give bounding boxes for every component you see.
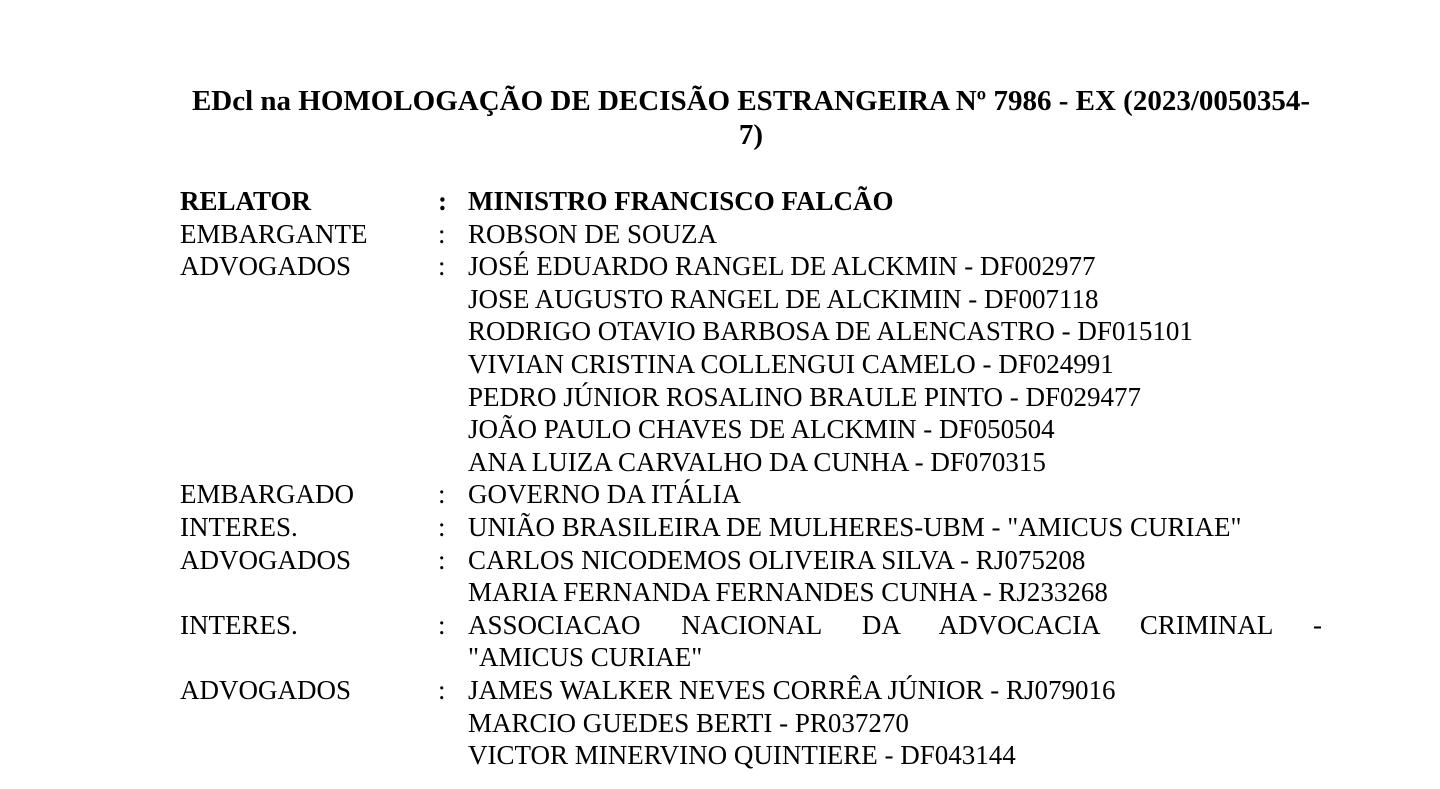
party-role: EMBARGADO <box>180 479 355 510</box>
party-name: ASSOCIACAO NACIONAL DA ADVOCACIA CRIMINAL - <box>468 609 1322 640</box>
parties-table <box>180 185 1322 772</box>
party-row <box>180 544 1322 609</box>
party-row <box>180 609 1322 674</box>
party-names <box>468 218 1322 251</box>
party-name: UNIÃO BRASILEIRA DE MULHERES-UBM - "AMICUS CURIAE" <box>468 511 1242 542</box>
party-role: RELATOR <box>180 186 312 216</box>
party-name: MARCIO GUEDES BERTI - PR037270 <box>468 707 909 738</box>
party-names <box>468 511 1322 544</box>
party-separator: : <box>438 251 446 282</box>
party-separator: : <box>438 544 446 575</box>
party-name: VIVIAN CRISTINA COLLENGUI CAMELO - DF024991 <box>468 348 1114 379</box>
party-names <box>468 544 1322 609</box>
title-line-2: 7) <box>738 119 764 151</box>
party-names <box>468 674 1322 772</box>
party-name: ROBSON DE SOUZA <box>468 218 718 249</box>
party-separator: : <box>438 479 446 510</box>
party-separator: : <box>438 186 447 216</box>
party-name: PEDRO JÚNIOR ROSALINO BRAULE PINTO - DF029477 <box>468 381 1142 412</box>
party-names <box>468 185 1322 218</box>
party-separator: : <box>438 218 446 249</box>
party-names <box>468 478 1322 511</box>
party-name: CARLOS NICODEMOS OLIVEIRA SILVA - RJ075208 <box>468 544 1086 575</box>
party-separator: : <box>438 609 446 640</box>
party-name: JOSE AUGUSTO RANGEL DE ALCKIMIN - DF007118 <box>468 283 1099 314</box>
party-name: "AMICUS CURIAE" <box>468 642 703 673</box>
party-row <box>180 218 1322 251</box>
party-row <box>180 511 1322 544</box>
party-separator: : <box>438 511 446 542</box>
party-name: VICTOR MINERVINO QUINTIERE - DF043144 <box>468 740 1016 771</box>
party-role: ADVOGADOS <box>180 544 352 575</box>
party-name: MINISTRO FRANCISCO FALCÃO <box>468 186 894 216</box>
party-role: EMBARGANTE <box>180 218 368 249</box>
party-names <box>468 250 1322 478</box>
party-name: GOVERNO DA ITÁLIA <box>468 479 741 510</box>
party-names <box>468 609 1322 674</box>
party-row <box>180 674 1322 772</box>
party-role: ADVOGADOS <box>180 251 352 282</box>
title-line-1: EDcl na HOMOLOGAÇÃO DE DECISÃO ESTRANGEIRA Nº 7986 - EX (2023/0050354- <box>191 85 1311 117</box>
party-row <box>180 250 1322 478</box>
party-name: JAMES WALKER NEVES CORRÊA JÚNIOR - RJ079016 <box>468 674 1116 705</box>
document-title <box>180 84 1322 152</box>
party-name: RODRIGO OTAVIO BARBOSA DE ALENCASTRO - DF015101 <box>468 316 1193 347</box>
party-row <box>180 478 1322 511</box>
party-name: JOSÉ EDUARDO RANGEL DE ALCKMIN - DF002977 <box>468 251 1096 282</box>
party-role: INTERES. <box>180 511 298 542</box>
party-role: ADVOGADOS <box>180 674 352 705</box>
party-name: MARIA FERNANDA FERNANDES CUNHA - RJ233268 <box>468 577 1108 608</box>
party-role: INTERES. <box>180 609 298 640</box>
party-name: JOÃO PAULO CHAVES DE ALCKMIN - DF050504 <box>468 414 1055 445</box>
party-separator: : <box>438 674 446 705</box>
party-row <box>180 185 1322 218</box>
party-name: ANA LUIZA CARVALHO DA CUNHA - DF070315 <box>468 446 1046 477</box>
